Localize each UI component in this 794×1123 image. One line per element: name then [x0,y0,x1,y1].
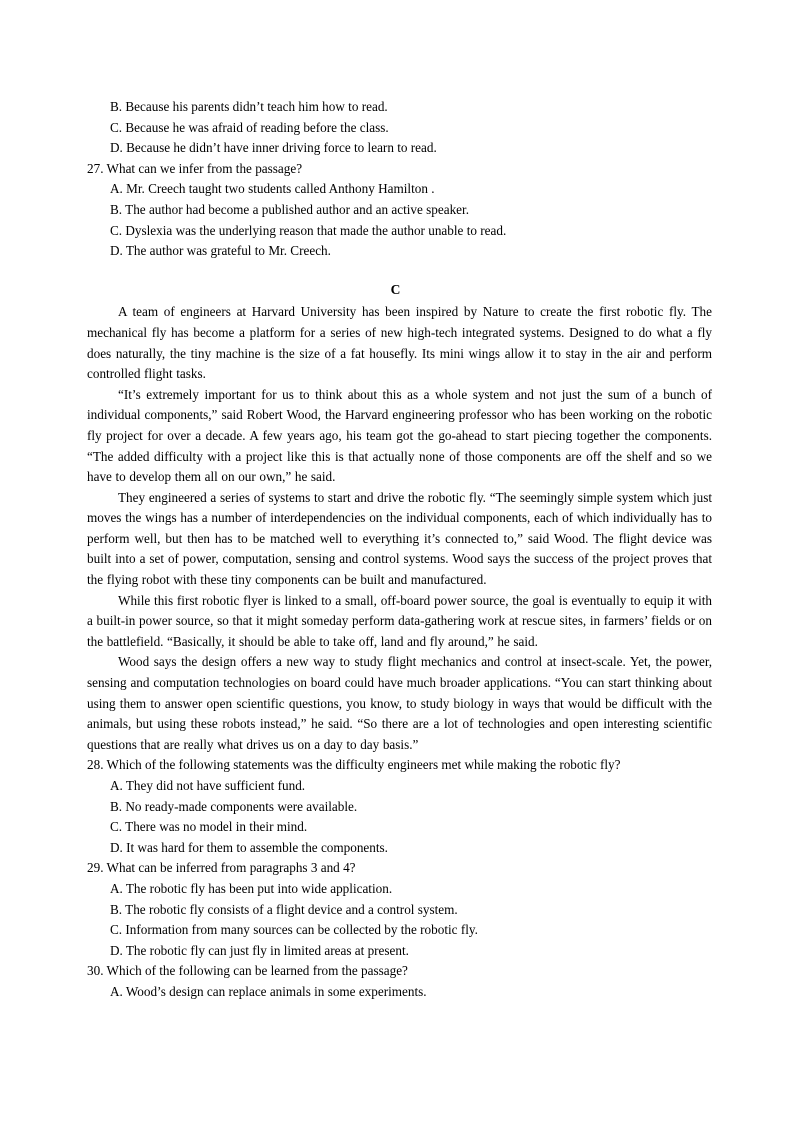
option-line: B. Because his parents didn’t teach him how to read. [110,99,388,114]
question-29-option-b: B. The robotic fly consists of a flight device and a control system. [110,901,458,917]
question-30-stem: 30. Which of the following can be learned from the passage? [87,963,408,979]
option-line: D. Because he didn’t have inner driving force to learn to read. [110,140,437,156]
question-30-option-a: A. Wood’s design can replace animals in some experiments. [110,983,427,999]
question-28-option-a: A. They did not have sufficient fund. [110,778,306,793]
question-29-option-c: C. Information from many sources can be collected by the robotic fly. [110,922,478,938]
question-27-option-c: C. Dyslexia was the underlying reason that made the author unable to read. [110,222,507,238]
question-27-option-b: B. The author had become a published author and an active speaker. [110,201,469,217]
passage-paragraph-3: They engineered a series of systems to start and drive the robotic fly. “The seemingly simple system which just moves the wings has a number of interdependencies on the individual components, each of which individually has to perform well, but then has to be matched well to everything it’s connected to,” said Wood. The flight device was built into a set of power, computation, sensing and control systems. Wood says the success of the project proves that the flying robot with these tiny components can be built and manufactured. [87,489,712,588]
passage-section-letter: C [390,281,401,297]
question-29-option-a: A. The robotic fly has been put into wide application. [110,880,393,896]
question-29-option-d: D. The robotic fly can just fly in limited areas at present. [110,942,409,958]
passage-paragraph-4: While this first robotic flyer is linked to a small, off-board power source, the goal is eventually to equip it with a built-in power source, so that it might someday perform data-gathering work at rescue sites, in farmers’ fields or on the battlefield. “Basically, it should be able to take off, land and fly around,” he said. [87,592,712,649]
question-28-stem: 28. Which of the following statements was the difficulty engineers met while making the robotic fly? [87,757,621,773]
question-28-option-c: C. There was no model in their mind. [110,819,308,835]
question-27-option-d: D. The author was grateful to Mr. Creech. [110,243,331,259]
passage-paragraph-5: Wood says the design offers a new way to study flight mechanics and control at insect-scale. Yet, the power, sensing and computation technologies on board could have much broader applications. “You can start thinking about using them to answer open scientific questions, you know, to study biology in ways that would be difficult with the animals, but using these robots instead,” he said. “So there are a lot of technologies and open interesting scientific questions that are really what drives us on a day to day basis.” [87,654,712,752]
question-28-option-b: B. No ready-made components were available. [110,798,358,814]
question-29-stem: 29. What can be inferred from paragraphs 3 and 4? [87,860,356,876]
option-line: C. Because he was afraid of reading before the class. [110,119,389,135]
page-content [87,97,712,1003]
passage-paragraph-2: “It’s extremely important for us to think about this as a whole system and not just the sum of a bunch of individual components,” said Robert Wood, the Harvard engineering professor who has been working on the robotic fly project for over a decade. A few years ago, his team got the go-ahead to start piecing together the components. “The added difficulty with a project like this is that actually none of those components are off the shelf and so we have to develop them all on our own,” he said. [87,386,712,485]
question-28-option-d: D. It was hard for them to assemble the components. [110,839,388,855]
question-27-stem: 27. What can we infer from the passage? [87,160,303,176]
question-27-option-a: A. Mr. Creech taught two students called Anthony Hamilton . [110,181,435,197]
passage-paragraph-1: A team of engineers at Harvard University has been inspired by Nature to create the first robotic fly. The mechanical fly has become a platform for a series of new high-tech integrated systems. Designed to do what a fly does naturally, the tiny machine is the size of a fat housefly. Its mini wings allow it to stay in the air and perform controlled flight tasks. [87,304,712,382]
